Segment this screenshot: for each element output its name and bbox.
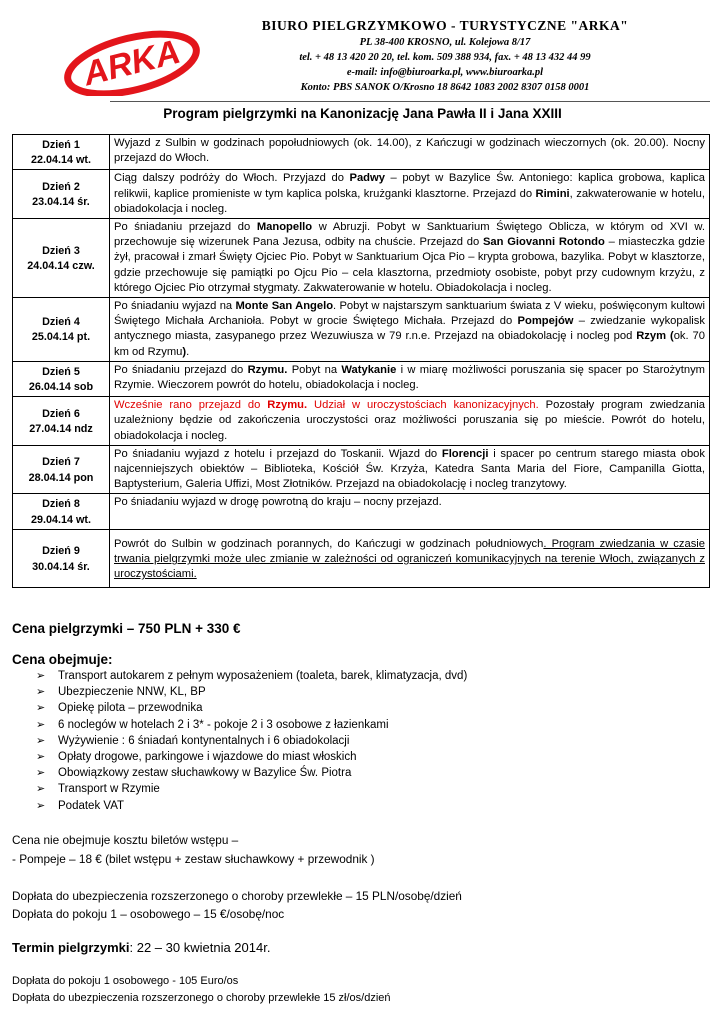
day-cell	[13, 397, 110, 446]
day-label: Dzień 6	[42, 407, 80, 420]
day-label: Dzień 7	[42, 456, 80, 469]
list-item: ➢ Podatek VAT	[36, 798, 467, 814]
table-row	[13, 170, 710, 219]
company-account: Konto: PBS SANOK O/Krosno 18 8642 1083 2002 8307 0158 0001	[300, 82, 590, 93]
term-value: : 22 – 30 kwietnia 2014r.	[129, 940, 271, 955]
list-item: ➢ Ubezpieczenie NNW, KL, BP	[36, 684, 467, 700]
day-description: Po śniadaniu przejazd do Rzymu. Pobyt na Watykanie i w miarę możliwości poruszania się spacer po Starożytnym Rzymie. Wieczorem powrót do hotelu, obiadokolacja i nocleg.	[110, 361, 710, 396]
letterhead	[0, 0, 725, 102]
day-label: Dzień 9	[42, 545, 80, 558]
day-cell	[13, 219, 110, 298]
document-title: Program pielgrzymki na Kanonizację Jana Pawła II i Jana XXIII	[163, 106, 562, 121]
day-description: Po śniadaniu wyjazd z hotelu i przejazd do Toskanii. Wjazd do Florencji i spacer po centrum starego miasta obok najcenniejszych obiektów – Biblioteka, Kościół Św. Krzyża, Katedra Santa Maria del Fiore, Campanilla Giotta, Baptysterium, Galeria Uffizi, Most Złotników. Przejazd na obiadokolację i nocleg tranzytowy.	[110, 445, 710, 494]
arrow-bullet-icon: ➢	[36, 767, 46, 780]
day-description: Powrót do Sulbin w godzinach porannych, do Kańczugi w godzinach południowych. Program zwiedzania w czasie trwania pielgrzymki może ulec zmianie w zależności od ograniczeń komunikacyjnych na terenie Włoch, związanych z uroczystościami.	[110, 529, 710, 588]
company-name: BIURO PIELGRZYMKOWO - TURYSTYCZNE "ARKA"	[261, 18, 629, 33]
supplement-line: Dopłata do ubezpieczenia rozszerzonego o choroby przewlekłe – 15 PLN/osobę/dzień	[12, 889, 462, 903]
footnote-line: Dopłata do pokoju 1 osobowego - 105 Euro/os	[12, 975, 239, 987]
company-address: PL 38-400 KROSNO, ul. Kolejowa 8/17	[359, 37, 531, 48]
header-divider	[110, 101, 710, 102]
day-cell	[13, 361, 110, 396]
list-item: ➢ Wyżywienie : 6 śniadań kontynentalnych i 6 obiadokolacji	[36, 733, 467, 749]
day-cell	[13, 494, 110, 529]
includes-list	[36, 668, 467, 814]
day-date: 25.04.14 pt.	[31, 331, 91, 344]
supplement-line: Dopłata do pokoju 1 – osobowego – 15 €/osobę/noc	[12, 907, 285, 921]
day-description: Wcześnie rano przejazd do Rzymu. Udział w uroczystościach kanonizacyjnych. Pozostały program zwiedzania uzależniony będzie od zakończenia uroczystości oraz możliwości poruszania się po mieście. Powrót do hotelu, obiadokolacja i nocleg.	[110, 397, 710, 446]
table-row	[13, 445, 710, 494]
table-row	[13, 529, 710, 588]
table-row	[13, 135, 710, 170]
day-label: Dzień 1	[42, 139, 80, 151]
list-item: ➢ Opłaty drogowe, parkingowe i wjazdowe do miast włoskich	[36, 749, 467, 765]
day-description: Wyjazd z Sulbin w godzinach popołudniowych (ok. 14.00), z Kańczugi w godzinach wieczornych (ok. 20.00). Nocny przejazd do Włoch.	[110, 135, 710, 170]
day-cell	[13, 529, 110, 588]
includes-heading: Cena obejmuje:	[12, 652, 113, 667]
day-label: Dzień 3	[42, 244, 80, 257]
table-row	[13, 298, 710, 362]
not-included-line: Cena nie obejmuje kosztu biletów wstępu –	[12, 833, 239, 847]
day-label: Dzień 5	[42, 365, 80, 378]
arrow-bullet-icon: ➢	[36, 670, 46, 682]
day-label: Dzień 2	[42, 181, 80, 193]
company-info	[210, 18, 680, 95]
arrow-bullet-icon: ➢	[36, 718, 46, 731]
day-description: Ciąg dalszy podróży do Włoch. Przyjazd do Padwy – pobyt w Bazylice Św. Antoniego: kaplica grobowa, kaplica relikwii, kaplice promieniste w tym kaplica polska, krużganki klasztorne. Przejazd do Rimini, zakwaterowanie w hotelu, obiadokolacja i nocleg.	[110, 170, 710, 219]
day-description: Po śniadaniu przejazd do Manopello w Abruzji. Pobyt w Sanktuarium Świętego Oblicza, w którym od XVI w. przechowuje się wizerunek Pana Jezusa, odbity na chuście. Przejazd do San Giovanni Rotondo – miasteczka gdzie żył, pracował i zmarł Święty Ojciec Pio. Pobyt w Sanktuarium Ojca Pio – krypta grobowa, bazylika. Pobyt w klasztorze, gdzie przechowuje się pamiątki po Ojcu Pio – cela klasztorna, przedmioty osobiste, pobyt przy cudownym krzyżu, z którego Ojciec Pio otrzymał stygmaty. Zakwaterowanie w hotelu. Obiadokolacja i nocleg.	[110, 219, 710, 298]
list-item: ➢ Transport w Rzymie	[36, 781, 467, 797]
day-date: 23.04.14 śr.	[32, 196, 90, 209]
logo-text: ARKA	[79, 32, 185, 94]
program-table	[12, 134, 710, 588]
price-heading: Cena pielgrzymki – 750 PLN + 330 €	[12, 621, 241, 636]
day-date: 29.04.14 wt.	[30, 513, 92, 526]
arrow-bullet-icon: ➢	[36, 783, 46, 796]
footnote-line: Dopłata do ubezpieczenia rozszerzonego o choroby przewlekłe 15 zł/os/dzień	[12, 992, 391, 1004]
not-included-line: - Pompeje – 18 € (bilet wstępu + zestaw słuchawkowy + przewodnik )	[12, 852, 375, 866]
day-date: 28.04.14 pon	[28, 471, 94, 484]
list-item: ➢ Obowiązkowy zestaw słuchawkowy w Bazylice Św. Piotra	[36, 765, 467, 781]
trip-dates	[12, 940, 270, 955]
day-cell	[13, 170, 110, 219]
list-item: ➢ Transport autokarem z pełnym wyposażeniem (toaleta, barek, klimatyzacja, dvd)	[36, 668, 467, 684]
table-row	[13, 397, 710, 446]
day-label: Dzień 4	[42, 316, 80, 329]
day-cell	[13, 445, 110, 494]
day-cell	[13, 135, 110, 170]
table-row	[13, 361, 710, 396]
day-description: Po śniadaniu wyjazd na Monte San Angelo. Pobyt w najstarszym sanktuarium świata z V wieku, poświęconym kultowi Świętego Michała Archanioła. Pobyt w grocie Świętego Michała. Przejazd do Pompejów – zwiedzanie wykopalisk antycznego miasta, zasypanego przez Wezuwiusza w 79 r.n.e. Przejazd na obiadokolację i nocleg pod Rzym (ok. 70 km od Rzymu).	[110, 298, 710, 362]
arrow-bullet-icon: ➢	[36, 734, 46, 747]
day-cell	[13, 298, 110, 362]
company-email[interactable]: e-mail: info@biuroarka.pl, www.biuroarka.pl	[346, 67, 544, 78]
day-description: Po śniadaniu wyjazd w drogę powrotną do kraju – nocny przejazd.	[110, 494, 710, 529]
arka-logo	[62, 24, 202, 96]
company-phones: tel. + 48 13 420 20 20, tel. kom. 509 388 934, fax. + 48 13 432 44 99	[299, 52, 591, 63]
day-date: 22.04.14 wt.	[30, 154, 92, 167]
day-date: 26.04.14 sob	[28, 381, 94, 394]
table-row	[13, 494, 710, 529]
day-date: 24.04.14 czw.	[27, 260, 95, 273]
day-date: 30.04.14 śr.	[32, 560, 90, 573]
arrow-bullet-icon: ➢	[36, 751, 46, 764]
arrow-bullet-icon: ➢	[36, 702, 46, 715]
arrow-bullet-icon: ➢	[36, 799, 46, 812]
day-label: Dzień 8	[42, 498, 80, 511]
arrow-bullet-icon: ➢	[36, 686, 46, 699]
term-label: Termin pielgrzymki	[12, 940, 130, 955]
day-date: 27.04.14 ndz	[29, 423, 93, 436]
list-item: ➢ 6 noclegów w hotelach 2 i 3* - pokoje 2 i 3 osobowe z łazienkami	[36, 717, 467, 733]
list-item: ➢ Opiekę pilota – przewodnika	[36, 700, 467, 716]
table-row	[13, 219, 710, 298]
